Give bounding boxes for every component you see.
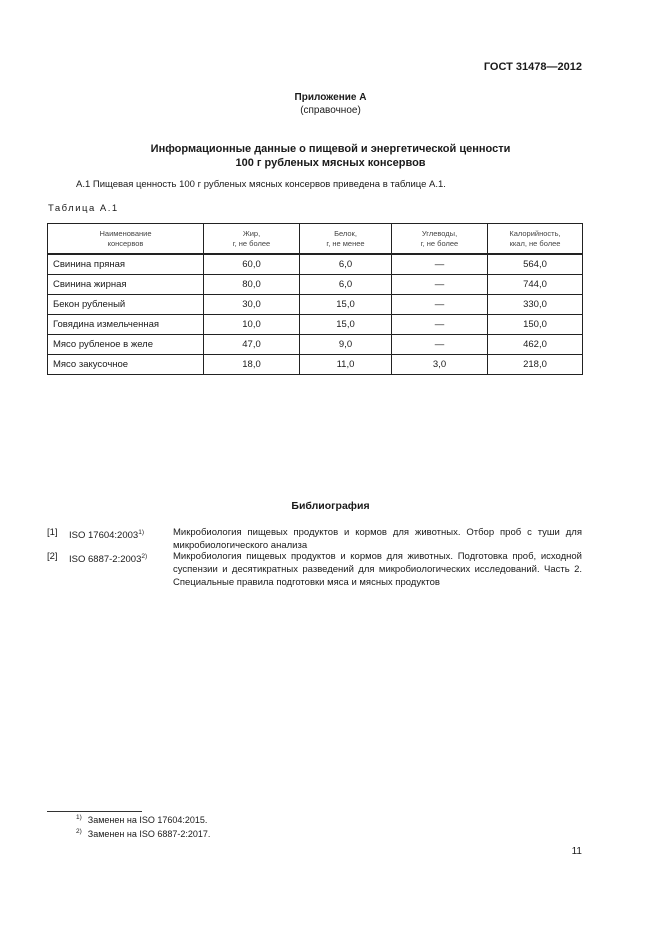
appendix-title: Приложение А — [294, 92, 367, 103]
calories-cell: 744,0 — [488, 275, 583, 295]
bibliography-title: Библиография — [291, 500, 370, 512]
table-row — [48, 355, 583, 375]
calories-cell: 564,0 — [488, 254, 583, 275]
fat-cell: 47,0 — [204, 335, 300, 355]
protein-cell: 6,0 — [300, 275, 392, 295]
carbs-cell: — — [392, 315, 488, 335]
bibliography-code: ISO 17604:2003$^{1)}$ — [69, 529, 144, 542]
main-title-line-1: Информационные данные о пищевой и энергетической ценности — [150, 143, 511, 155]
product-name-cell: Говядина измельченная — [48, 315, 204, 335]
fat-cell: 10,0 — [204, 315, 300, 335]
fat-cell: 30,0 — [204, 295, 300, 315]
calories-cell: 462,0 — [488, 335, 583, 355]
footnote — [76, 814, 207, 825]
product-name-cell: Бекон рубленый — [48, 295, 204, 315]
nutrition-table — [47, 223, 583, 375]
footnote-mark: 2) — [76, 828, 82, 835]
bibliography-text: Микробиология пищевых продуктов и кормов для животных. Подготовка проб, исходной суспензии и десятикратных разведений для микробиологических исследований. Часть 2. Специальные правила подготовки мяса и мясных продуктов — [173, 551, 582, 588]
table-row — [48, 315, 583, 335]
fat-cell: 18,0 — [204, 355, 300, 375]
calories-cell: 218,0 — [488, 355, 583, 375]
bibliography-code: ISO 6887-2:2003$^{2)}$ — [69, 553, 148, 566]
table-row — [48, 335, 583, 355]
main-title-line-2: 100 г рубленых мясных консервов — [235, 157, 426, 169]
fat-cell: 60,0 — [204, 254, 300, 275]
product-name-cell: Свинина жирная — [48, 275, 204, 295]
footnote-separator — [47, 811, 142, 812]
footnote — [76, 828, 210, 839]
product-name-cell: Свинина пряная — [48, 254, 204, 275]
footnote-text: Заменен на ISO 17604:2015. — [87, 815, 208, 825]
bibliography-number: [1] — [47, 527, 58, 538]
appendix-subtitle: (справочное) — [300, 105, 361, 116]
protein-cell: 15,0 — [300, 315, 392, 335]
table-header-row — [48, 224, 583, 255]
product-name-cell: Мясо рубленое в желе — [48, 335, 204, 355]
bibliography-text: Микробиология пищевых продуктов и кормов для животных. Отбор проб с туши для микробиологического анализа — [173, 527, 582, 551]
calories-cell: 330,0 — [488, 295, 583, 315]
product-name-cell: Мясо закусочное — [48, 355, 204, 375]
table-row — [48, 254, 583, 275]
table-row — [48, 295, 583, 315]
header-cell: Наименование консервов — [48, 224, 204, 255]
calories-cell: 150,0 — [488, 315, 583, 335]
bibliography-number: [2] — [47, 551, 58, 562]
carbs-cell: — — [392, 335, 488, 355]
protein-cell: 11,0 — [300, 355, 392, 375]
carbs-cell: — — [392, 295, 488, 315]
header-cell: Белок, г, не менее — [300, 224, 392, 255]
table-caption: Таблица А.1 — [48, 203, 119, 214]
page-number: 11 — [571, 846, 582, 857]
main-title — [0, 142, 661, 170]
footnote-ref: 2) — [141, 553, 148, 560]
protein-cell: 9,0 — [300, 335, 392, 355]
footnote-ref: 1) — [138, 529, 144, 536]
header-cell: Углеводы, г, не более — [392, 224, 488, 255]
header-cell: Жир, г, не более — [204, 224, 300, 255]
fat-cell: 80,0 — [204, 275, 300, 295]
intro-paragraph: А.1 Пищевая ценность 100 г рубленых мясных консервов приведена в таблице А.1. — [76, 179, 446, 190]
footnote-mark: 1) — [76, 814, 82, 821]
header-cell: Калорийность, ккал, не более — [488, 224, 583, 255]
document-code: ГОСТ 31478—2012 — [483, 61, 582, 73]
table-row — [48, 275, 583, 295]
protein-cell: 15,0 — [300, 295, 392, 315]
carbs-cell: 3,0 — [392, 355, 488, 375]
carbs-cell: — — [392, 254, 488, 275]
protein-cell: 6,0 — [300, 254, 392, 275]
carbs-cell: — — [392, 275, 488, 295]
footnote-text: Заменен на ISO 6887-2:2017. — [87, 829, 211, 839]
